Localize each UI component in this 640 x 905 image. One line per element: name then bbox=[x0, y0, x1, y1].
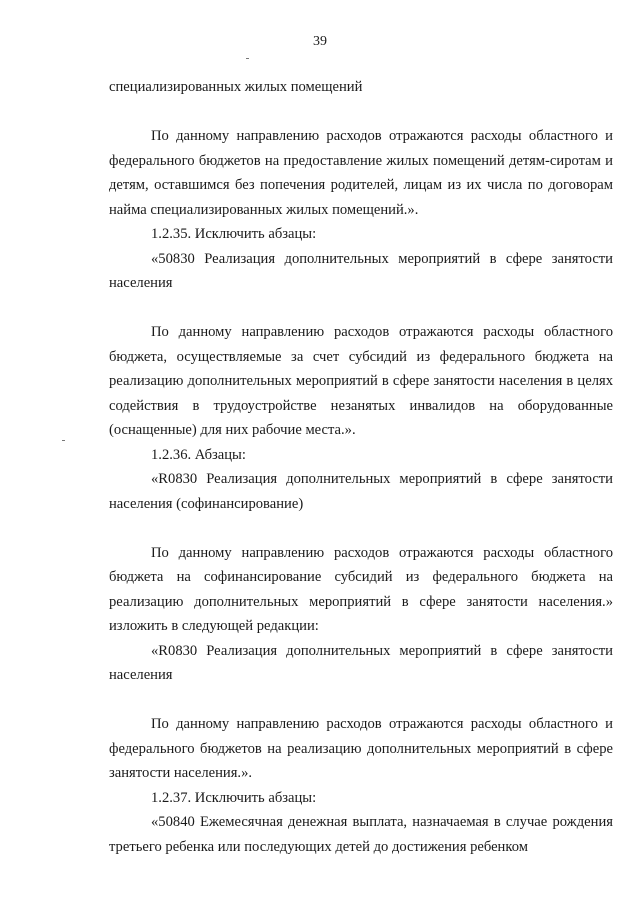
paragraph-description: По данному направлению расходов отражаются расходы областного бюджета на софинансирование субсидий из федерального бюджета на реализацию дополнительных мероприятий в сфере занятости населения.» изложить в следующей редакции: bbox=[109, 544, 613, 634]
quoted-code-paragraph: «R0830 Реализация дополнительных мероприятий в сфере занятости населения (софинансирование) bbox=[109, 471, 613, 512]
document-body bbox=[109, 75, 613, 859]
quoted-code-paragraph: «50830 Реализация дополнительных мероприятий в сфере занятости населения bbox=[109, 250, 613, 291]
clause-heading: 1.2.35. Исключить абзацы: bbox=[151, 226, 317, 242]
paragraph-continuation: специализированных жилых помещений bbox=[109, 79, 363, 95]
paragraph-description: По данному направлению расходов отражаются расходы областного и федерального бюджетов на предоставление жилых помещений детям-сиротам и детям, оставшимся без попечения родителей, лицам из их числа по договорам найма специализированных жилых помещений.». bbox=[109, 128, 613, 218]
clause-heading: 1.2.37. Исключить абзацы: bbox=[151, 789, 317, 806]
quoted-code-paragraph: «50840 Ежемесячная денежная выплата, назначаемая в случае рождения третьего ребенка или последующих детей до достижения ребенком bbox=[109, 814, 613, 855]
scan-speck bbox=[62, 440, 65, 441]
clause-heading: 1.2.36. Абзацы: bbox=[151, 446, 246, 463]
paragraph-description: По данному направлению расходов отражаются расходы областного бюджета, осуществляемые за счет субсидий из федерального бюджета на реализацию дополнительных мероприятий в сфере занятости населения в целях содействия в трудоустройстве незанятых инвалидов на оборудованные (оснащенные) для них рабочие места.». bbox=[109, 324, 613, 438]
paragraph-description: По данному направлению расходов отражаются расходы областного и федерального бюджетов на реализацию дополнительных мероприятий в сфере занятости населения.». bbox=[109, 716, 613, 781]
quoted-code-paragraph: «R0830 Реализация дополнительных мероприятий в сфере занятости населения bbox=[109, 642, 613, 683]
scan-speck bbox=[246, 58, 249, 59]
page-number: 39 bbox=[313, 34, 327, 49]
